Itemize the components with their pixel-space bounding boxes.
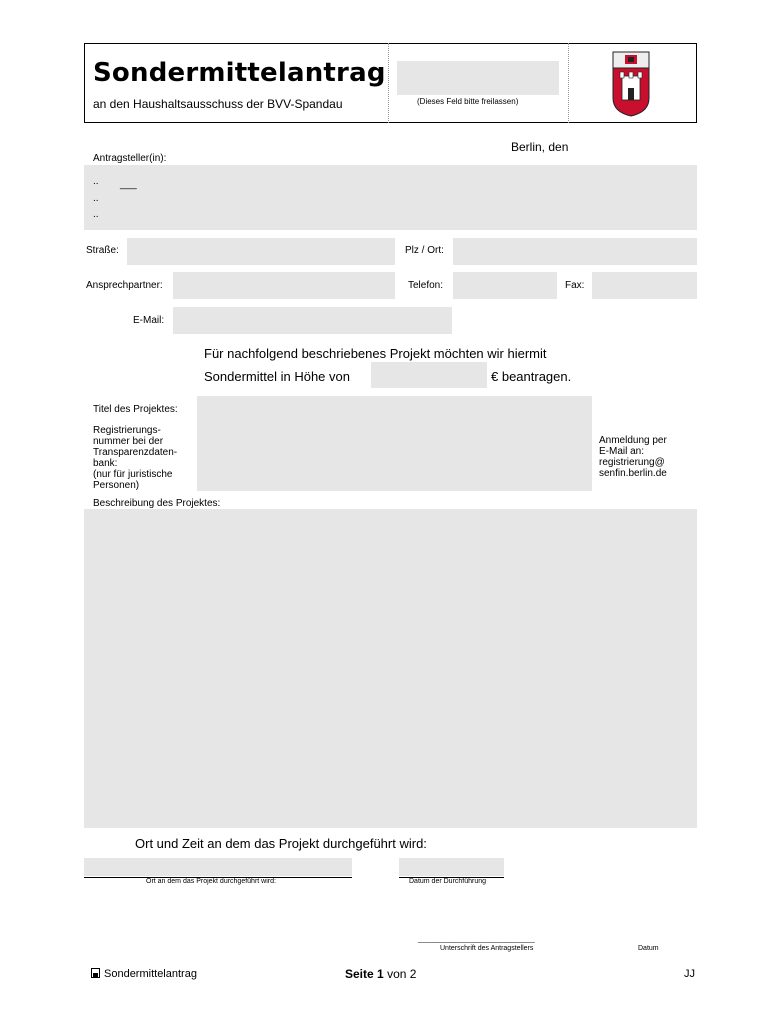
registration-label: Registrierungs- nummer bei der Transparenzdaten- bank: (nur für juristische Personen) [93,425,178,491]
phone-label: Telefon: [408,280,444,291]
header-divider-left [388,43,389,123]
request-line-2-prefix: Sondermittel in Höhe von [204,369,350,384]
applicant-mark: ___ [120,179,137,190]
applicant-label: Antragsteller(in): [93,153,167,164]
reserved-field [397,61,559,95]
contact-person-field[interactable] [173,272,395,299]
fax-field[interactable] [592,272,697,299]
email-label: E-Mail: [133,315,165,326]
footer-page-word: Seite [345,967,374,981]
form-title: Sondermittelantrag [93,58,386,88]
signature-date-caption: Datum [638,945,659,952]
signature-caption: Unterschrift des Antragstellers [440,945,534,952]
applicant-line-3: .. [93,209,99,220]
project-title-label: Titel des Projektes: [93,404,178,415]
applicant-field[interactable] [84,165,697,230]
place-caption: Ort an dem das Projekt durchgeführt wird: [146,878,276,885]
zip-city-field[interactable] [453,238,697,265]
applicant-line-2: .. [93,193,99,204]
zip-city-label: Plz / Ort: [405,245,444,256]
amount-field[interactable] [371,362,487,388]
document-icon [91,968,100,978]
place-time-heading: Ort und Zeit an dem das Projekt durchgeführt wird: [135,836,427,851]
description-field[interactable] [84,509,697,828]
header-divider-right [568,43,569,123]
footer-pagination [345,967,416,981]
street-field[interactable] [127,238,395,265]
date-field[interactable] [399,858,504,876]
footer-initials: JJ [684,968,695,980]
email-field[interactable] [173,307,452,334]
phone-field[interactable] [453,272,557,299]
street-label: Straße: [86,245,119,256]
date-caption: Datum der Durchführung [409,878,487,885]
project-title-field[interactable] [197,396,592,491]
request-line-1: Für nachfolgend beschriebenes Projekt möchten wir hiermit [204,346,547,361]
place-field[interactable] [84,858,352,876]
place-date-label: Berlin, den [511,140,569,154]
request-line-2-suffix: € beantragen. [491,369,572,384]
fax-label: Fax: [565,280,585,291]
contact-person-label: Ansprechpartner: [86,280,163,291]
reserved-note: (Dieses Feld bitte freilassen) [417,97,519,106]
footer-page-current: 1 [377,967,384,981]
description-label: Beschreibung des Projektes: [93,498,221,509]
registration-note: Anmeldung per E-Mail an: registrierung@ senfin.berlin.de [599,435,667,479]
district-crest-icon [609,50,653,118]
footer-doc-name: Sondermittelantrag [104,968,197,980]
signature-line: ______________________________ [418,936,535,943]
footer-page-of: von 2 [387,967,417,981]
form-subtitle: an den Haushaltsausschuss der BVV-Spandau [93,97,343,111]
applicant-line-1: .. [93,176,99,187]
